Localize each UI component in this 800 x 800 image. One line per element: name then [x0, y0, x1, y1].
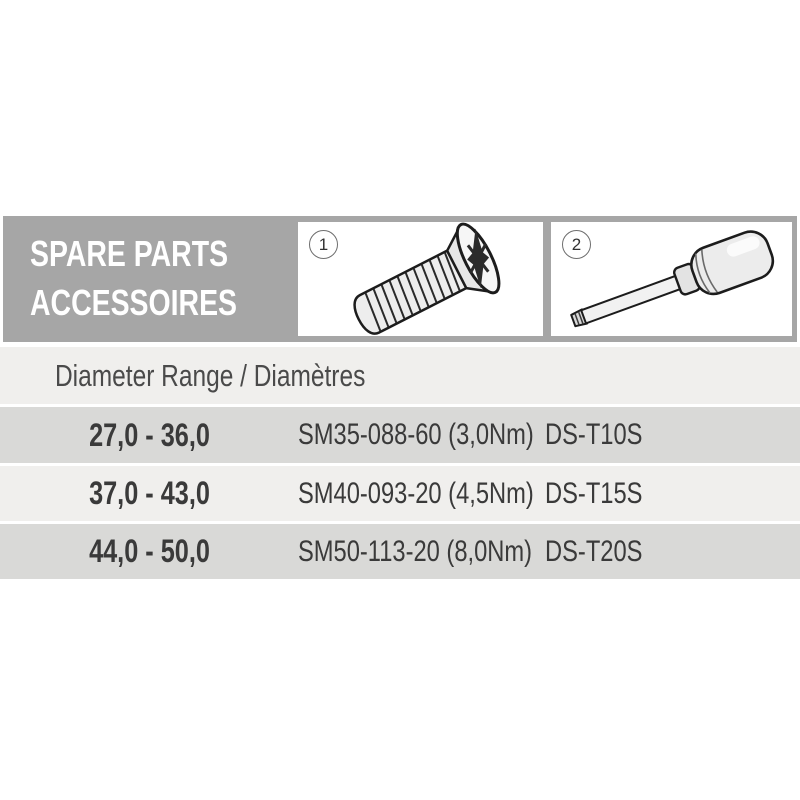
- tool-code-value: DS-T20S: [545, 534, 643, 568]
- diameter-range-cell: [0, 407, 298, 463]
- table-header-label: Diameter Range / Diamètres: [55, 357, 366, 393]
- table-header-band: [0, 347, 800, 404]
- diameter-range-value: 37,0 - 43,0: [88, 475, 210, 511]
- figure-1-cell: [298, 222, 543, 336]
- figure-2-badge: [562, 230, 591, 259]
- part-number-value: SM40-093-20 (4,5Nm): [298, 476, 534, 510]
- section-title-line1-row: [30, 229, 292, 278]
- diameter-range-cell: [0, 524, 298, 579]
- tool-code-cell: [545, 466, 668, 521]
- diameter-range-cell: [0, 466, 298, 521]
- section-title-line2: ACCESSOIRES: [30, 282, 238, 323]
- tool-code-cell: [545, 524, 668, 579]
- diameter-range-value: 27,0 - 36,0: [88, 416, 210, 453]
- figure-1-number: 1: [318, 234, 329, 254]
- tool-code-value: DS-T10S: [545, 418, 643, 451]
- figure-1-badge: [309, 230, 338, 259]
- table-row: [0, 466, 800, 521]
- tool-code-value: DS-T15S: [545, 476, 643, 510]
- part-number-value: SM50-113-20 (8,0Nm): [298, 534, 533, 568]
- table-row: [0, 407, 800, 463]
- part-number-value: SM35-088-60 (3,0Nm): [298, 418, 534, 451]
- figure-2-number: 2: [571, 234, 582, 254]
- figure-2-cell: [551, 222, 792, 336]
- tool-code-cell: [545, 407, 668, 463]
- diameter-range-value: 44,0 - 50,0: [88, 533, 210, 569]
- section-title-line2-row: [30, 278, 292, 327]
- table-row: [0, 524, 800, 579]
- section-title: [30, 229, 292, 327]
- section-title-line1: SPARE PARTS: [30, 233, 229, 274]
- spare-parts-header-band: [3, 216, 797, 342]
